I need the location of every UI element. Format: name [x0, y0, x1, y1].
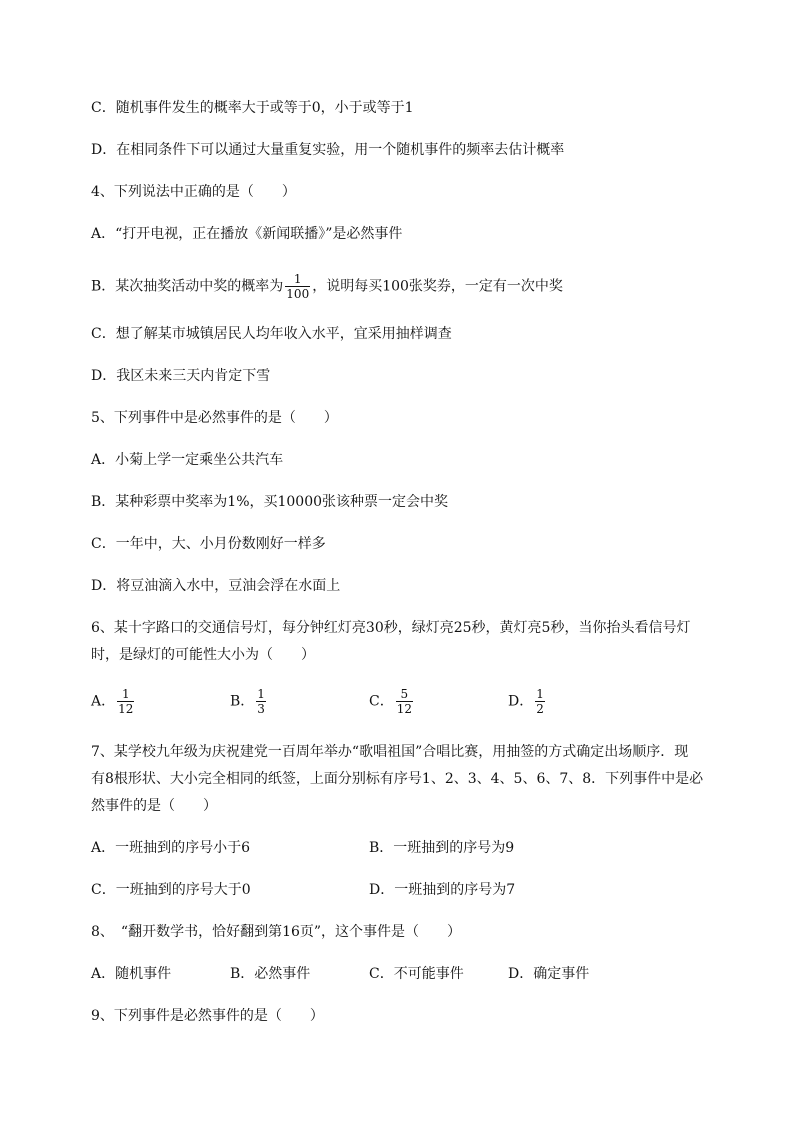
fraction-numerator: 1 [117, 687, 134, 702]
fraction-numerator: 1 [536, 687, 544, 701]
q4-option-a: A．“打开电视，正在播放《新闻联播》”是必然事件 [91, 226, 403, 242]
q7-option-c: C．一班抽到的序号大于0 [91, 882, 251, 898]
q3-option-c: C．随机事件发生的概率大于或等于0，小于或等于1 [91, 100, 414, 116]
fraction-denominator: 12 [396, 702, 412, 716]
q5-option-a: A．小菊上学一定乘坐公共汽车 [91, 452, 284, 468]
q7-option-a: A．一班抽到的序号小于6 [91, 840, 251, 856]
q6-stem-line-2: 时，是绿灯的可能性大小为（ ） [91, 647, 315, 663]
q8-option-a: A．随机事件 [91, 966, 172, 982]
fraction-numerator: 1 [257, 687, 265, 701]
fraction-denominator: 2 [536, 702, 544, 716]
q6-option-c [369, 687, 415, 716]
q8-option-c: C．不可能事件 [369, 966, 464, 982]
q8-option-d: D．确定事件 [508, 966, 590, 982]
fraction-denominator: 12 [118, 702, 134, 716]
q6-option-d-fraction [535, 687, 545, 716]
q4-option-b-post: ，说明每买100张奖券，一定有一次中奖 [312, 278, 563, 295]
q6-option-c-fraction [396, 687, 413, 716]
q4-option-b-pre: B．某次抽奖活动中奖的概率为 [91, 278, 284, 295]
q5-option-c: C．一年中，大、小月份数刚好一样多 [91, 536, 326, 552]
option-label: B． [230, 693, 255, 710]
q7-option-d: D．一班抽到的序号为7 [369, 882, 516, 898]
q7-stem-line-3: 然事件的是（ ） [91, 798, 217, 814]
q7-stem-line-2: 有8根形状、大小完全相同的纸签，上面分别标有序号1、2、3、4、5、6、7、8．下列事件中是必 [91, 771, 704, 787]
option-label: A． [91, 693, 116, 710]
fraction-numerator: 1 [285, 272, 310, 287]
q6-option-b [230, 687, 268, 716]
q4-option-b-fraction [285, 272, 310, 301]
q6-stem-line-1: 6、某十字路口的交通信号灯，每分钟红灯亮30秒，绿灯亮25秒，黄灯亮5秒，当你抬头看信号灯 [91, 620, 691, 636]
q6-option-b-fraction [256, 687, 266, 716]
q3-option-d: D．在相同条件下可以通过大量重复实验，用一个随机事件的频率去估计概率 [91, 142, 565, 158]
option-label: D． [508, 693, 534, 710]
q5-option-b: B．某种彩票中奖率为1%，买10000张该种票一定会中奖 [91, 494, 449, 510]
q6-option-d [508, 687, 547, 716]
q7-option-b: B．一班抽到的序号为9 [369, 840, 515, 856]
q4-option-c: C．想了解某市城镇居民人均年收入水平，宜采用抽样调查 [91, 326, 452, 342]
q8-stem: 8、 “翻开数学书，恰好翻到第16页”，这个事件是（ ） [91, 924, 462, 940]
q6-option-a [91, 687, 136, 716]
fraction-denominator: 3 [257, 702, 265, 716]
q4-option-d: D．我区未来三天内肯定下雪 [91, 368, 271, 384]
q9-stem: 9、下列事件是必然事件的是（ ） [91, 1008, 324, 1024]
q5-stem: 5、下列事件中是必然事件的是（ ） [91, 410, 338, 426]
q4-stem: 4、下列说法中正确的是（ ） [91, 184, 296, 200]
q7-stem-line-1: 7、某学校九年级为庆祝建党一百周年举办“歌唱祖国”合唱比赛，用抽签的方式确定出场顺序．现 [91, 744, 689, 760]
q4-option-b [91, 272, 563, 301]
fraction-numerator: 5 [396, 687, 413, 702]
fraction-denominator: 100 [286, 287, 310, 301]
q6-option-a-fraction [117, 687, 134, 716]
option-label: C． [369, 693, 394, 710]
q8-option-b: B．必然事件 [230, 966, 311, 982]
q5-option-d: D．将豆油滴入水中，豆油会浮在水面上 [91, 578, 341, 594]
